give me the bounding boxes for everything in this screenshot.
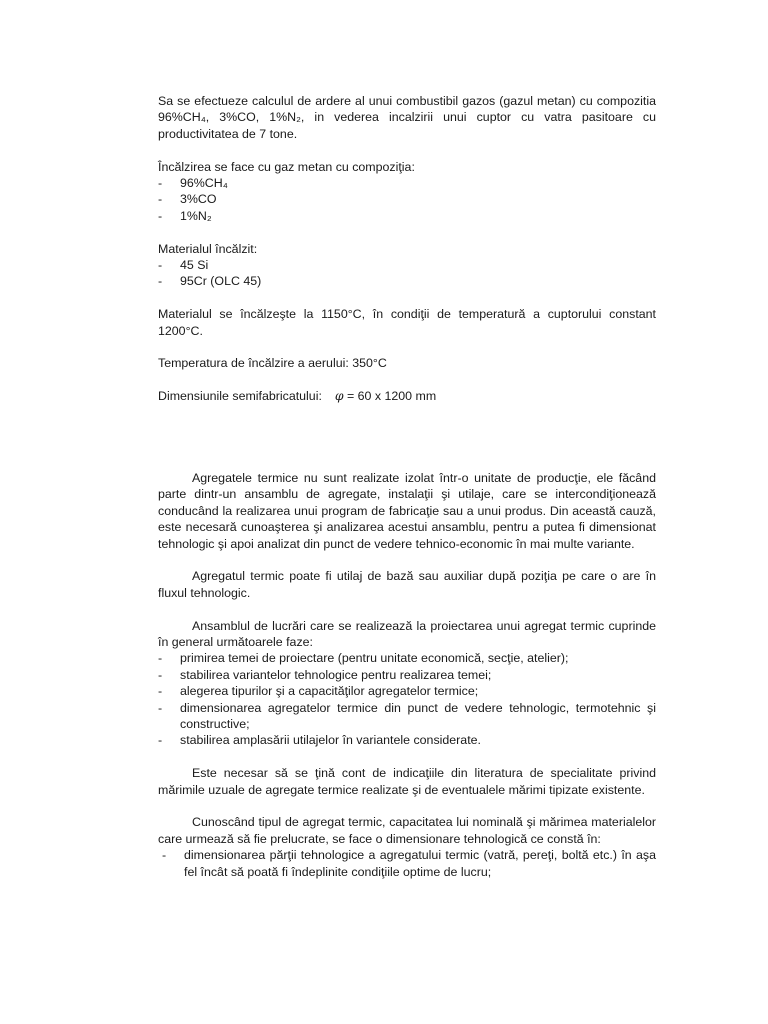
paragraph-5: Cunoscând tipul de agregat termic, capacitatea lui nominală şi mărimea materialelor care urmează să fie prelucrate, se face o dimensionare tehnologică ce constă în: — [158, 815, 656, 846]
list-item: - 3%CO — [158, 192, 217, 207]
gas-composition-list — [158, 175, 656, 224]
paragraph-2: Agregatul termic poate fi utilaj de bază sau auxiliar după poziţia pe care o are în fluxul tehnologic. — [158, 569, 656, 600]
dimensions-value: = 60 x 1200 mm — [346, 389, 437, 404]
material-label: Materialul încălzit: — [158, 241, 258, 256]
temperature-text: Materialul se încălzeşte la 1150°C, în condiţii de temperatură a cuptorului constant 1200°C. — [158, 307, 656, 338]
list-item: - 95Cr (OLC 45) — [158, 274, 262, 289]
list-item: - 1%N₂ — [158, 208, 212, 223]
paragraph-1: Agregatele termice nu sunt realizate izolat într-o unitate de producţie, ele făcând parte dintr-un ansamblu de agregate, instalaţii şi utilaje, care se intercondiţionează conducând la realizarea unui program de fabricaţie sau a unui produs. Din această cauză, este necesară cunoaşterea şi analizarea acestui ansamblu, pentru a putea fi dimensionat tehnologic şi apoi analizat din punct de vedere tehnico-economic în mai multe variante. — [158, 471, 656, 551]
heating-intro: Încălzirea se face cu gaz metan cu compoziţia: — [158, 159, 415, 174]
phi-symbol: φ — [334, 388, 344, 404]
dimensions-line — [158, 388, 656, 404]
paragraph-4: Este necesar să se ţină cont de indicaţiile din literatura de specialitate privind mărimile uzuale de agregate termice realizate şi de eventualele mărimi tipizate existente. — [158, 766, 656, 797]
dimensions-label: Dimensiunile semifabricatului: — [158, 389, 322, 404]
list-item: - dimensionarea părţii tehnologice a agregatului termic (vatră, pereţi, boltă etc.) în aşa fel încât să poată fi îndeplinite condiţiile optime de lucru; — [162, 848, 656, 879]
list-item: - 96%CH₄ — [158, 176, 228, 191]
final-list — [158, 847, 656, 880]
phases-list — [158, 650, 656, 748]
list-item: - alegerea tipurilor şi a capacităţilor agregatelor termice; — [158, 684, 479, 699]
air-temperature: Temperatura de încălzire a aerului: 350°C — [158, 356, 387, 371]
list-item: - stabilirea variantelor tehnologice pentru realizarea temei; — [158, 667, 492, 682]
problem-statement: Sa se efectueze calculul de ardere al unui combustibil gazos (gazul metan) cu compozitia 96%CH₄, 3%CO, 1%N₂, in vederea incalzirii unui cuptor cu vatra pasitoare cu productivitatea de 7 tone. — [158, 94, 656, 141]
document-page — [158, 93, 656, 405]
paragraph-3: Ansamblul de lucrări care se realizează la proiectarea unui agregat termic cuprinde în general următoarele faze: — [158, 618, 656, 650]
list-item: - stabilirea amplasării utilajelor în variantele considerate. — [158, 733, 481, 748]
document-body — [158, 470, 656, 880]
list-item: - primirea temei de proiectare (pentru unitate economică, secţie, atelier); — [158, 651, 569, 666]
list-item: - dimensionarea agregatelor termice din punct de vedere tehnologic, termotehnic şi constructive; — [158, 700, 656, 732]
material-list — [158, 257, 656, 290]
list-item: - 45 Si — [158, 258, 209, 273]
